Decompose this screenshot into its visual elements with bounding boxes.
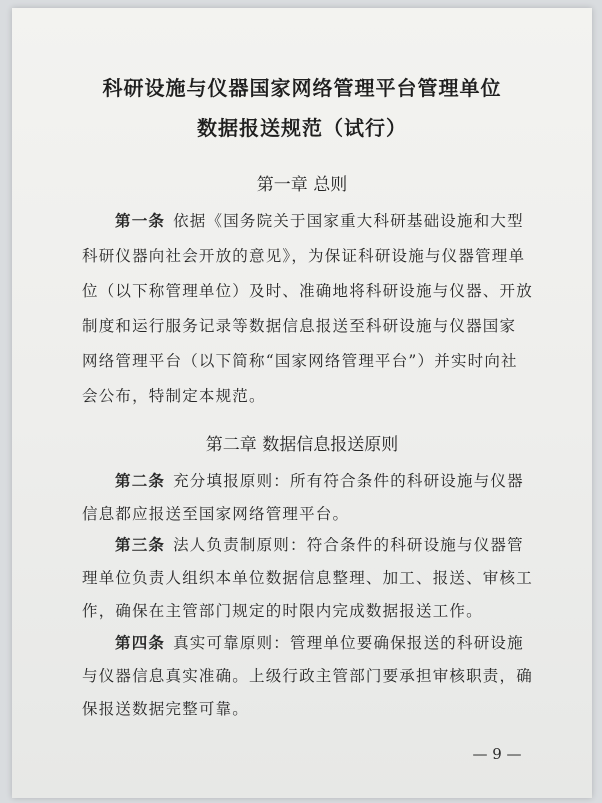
article-1-line-1 (115, 209, 524, 231)
article-1-line-5: 网络管理平台（以下简称“国家网络管理平台”）并实时向社 (82, 352, 518, 370)
article-3-text-1: 法人负责制原则：符合条件的科研设施与仪器管 (173, 536, 524, 554)
document-title-line2: 数据报送规范（试行） (197, 116, 407, 140)
article-1-line-6: 会公布，特制定本规范。 (82, 387, 266, 405)
article-1-line-3: 位（以下称管理单位）及时、准确地将科研设施与仪器、开放 (82, 282, 533, 300)
article-1-text-1: 依据《国务院关于国家重大科研基础设施和大型 (173, 212, 524, 230)
article-2-line-2: 信息都应报送至国家网络管理平台。 (82, 505, 350, 523)
article-2-text-1: 充分填报原则：所有符合条件的科研设施与仪器 (173, 472, 524, 490)
chapter-heading-1: 第一章 总则 (256, 175, 348, 195)
article-1-label: 第一条 (115, 212, 166, 230)
article-4-line-3: 保报送数据完整可靠。 (82, 700, 250, 718)
article-3-label: 第三条 (115, 536, 166, 554)
article-4-line-1 (115, 631, 524, 653)
article-1-line-4: 制度和运行服务记录等数据信息报送至科研设施与仪器国家 (82, 317, 517, 335)
article-3-line-1 (115, 533, 524, 555)
article-3-line-2: 理单位负责人组织本单位数据信息整理、加工、报送、审核工 (82, 569, 533, 587)
chapter-heading-2: 第二章 数据信息报送原则 (205, 435, 399, 455)
article-2-line-1 (115, 469, 524, 491)
document-title-line1: 科研设施与仪器国家网络管理平台管理单位 (102, 76, 502, 100)
article-4-label: 第四条 (115, 634, 166, 652)
article-4-text-1: 真实可靠原则：管理单位要确保报送的科研设施 (173, 634, 524, 652)
article-2-label: 第二条 (115, 472, 166, 490)
page-number: — 9 — (472, 745, 522, 763)
article-3-line-3: 作，确保在主管部门规定的时限内完成数据报送工作。 (82, 602, 483, 620)
article-4-line-2: 与仪器信息真实准确。上级行政主管部门要承担审核职责，确 (82, 667, 533, 685)
document-page (12, 8, 592, 798)
article-1-line-2: 科研仪器向社会开放的意见》，为保证科研设施与仪器管理单 (82, 247, 526, 265)
